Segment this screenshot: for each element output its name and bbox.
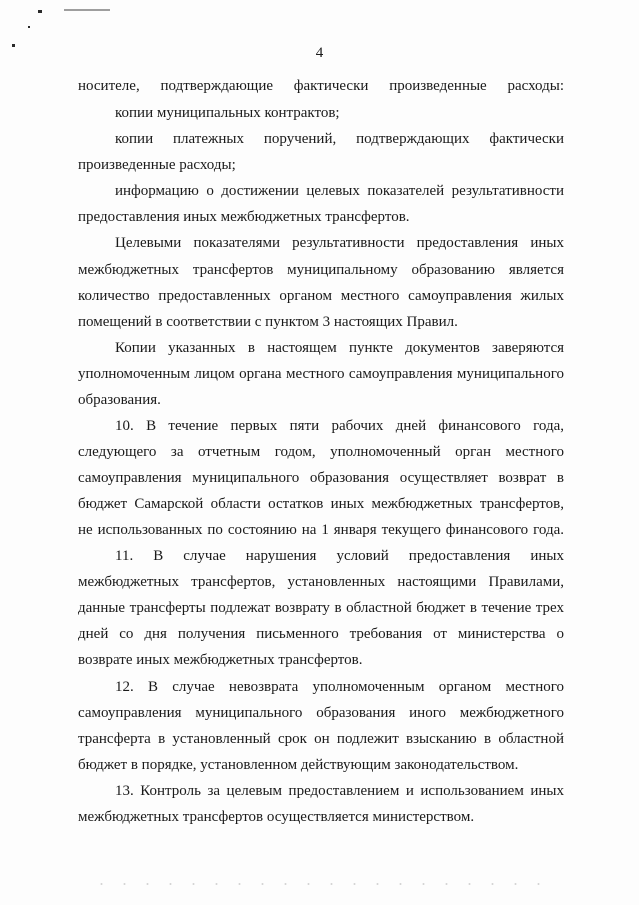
text-line: не использованных по состоянию на 1 января текущего финансового года. <box>78 522 564 538</box>
text-line: межбюджетных трансфертов осуществляется министерством. <box>78 809 475 825</box>
text-line: бюджет в порядке, установленном действующим законодательством. <box>78 757 519 773</box>
text-line: количество предоставленных органом местного самоуправления жилых <box>78 288 564 304</box>
text-line: трансферта в установленный срок он подлежит взысканию в областной <box>78 731 564 747</box>
scan-noise <box>90 882 550 886</box>
text-line: Целевыми показателями результативности предоставления иных <box>115 235 564 251</box>
text-line: межбюджетных трансфертов, установленных настоящими Правилами, <box>78 574 564 590</box>
text-line: предоставления иных межбюджетных трансфертов. <box>78 209 410 225</box>
text-line: 10. В течение первых пяти рабочих дней финансового года, <box>115 418 564 434</box>
text-line: дней со дня получения письменного требования от министерства о <box>78 626 564 642</box>
text-line: Копии указанных в настоящем пункте документов заверяются <box>115 340 564 356</box>
text-line: следующего за отчетным годом, уполномоченный орган местного <box>78 444 564 460</box>
scan-artifact <box>64 9 110 11</box>
text-line: данные трансферты подлежат возврату в областной бюджет в течение трех <box>78 600 564 616</box>
text-line: 11. В случае нарушения условий предоставления иных <box>115 548 564 564</box>
scan-artifact <box>38 10 42 13</box>
text-line: самоуправления муниципального образования осуществляет возврат в <box>78 470 564 486</box>
scan-artifact <box>28 26 30 28</box>
text-line: самоуправления муниципального образования иного межбюджетного <box>78 705 564 721</box>
text-line: бюджет Самарской области остатков иных межбюджетных трансфертов, <box>78 496 564 512</box>
page-number: 4 <box>315 45 324 61</box>
text-line: помещений в соответствии с пунктом 3 настоящих Правил. <box>78 314 458 330</box>
text-line: копии платежных поручений, подтверждающих фактически <box>115 131 564 147</box>
text-line: копии муниципальных контрактов; <box>115 105 340 121</box>
text-line: произведенные расходы; <box>78 157 236 173</box>
text-line: 13. Контроль за целевым предоставлением и использованием иных <box>115 783 564 799</box>
text-line: образования. <box>78 392 161 408</box>
text-line: 12. В случае невозврата уполномоченным органом местного <box>115 679 564 695</box>
text-line: возврате иных межбюджетных трансфертов. <box>78 652 363 668</box>
text-line: носителе, подтверждающие фактически произведенные расходы: <box>78 78 564 94</box>
text-line: информацию о достижении целевых показателей результативности <box>115 183 564 199</box>
text-line: межбюджетных трансфертов муниципальному образованию является <box>78 262 564 278</box>
text-line: уполномоченным лицом органа местного самоуправления муниципального <box>78 366 564 382</box>
